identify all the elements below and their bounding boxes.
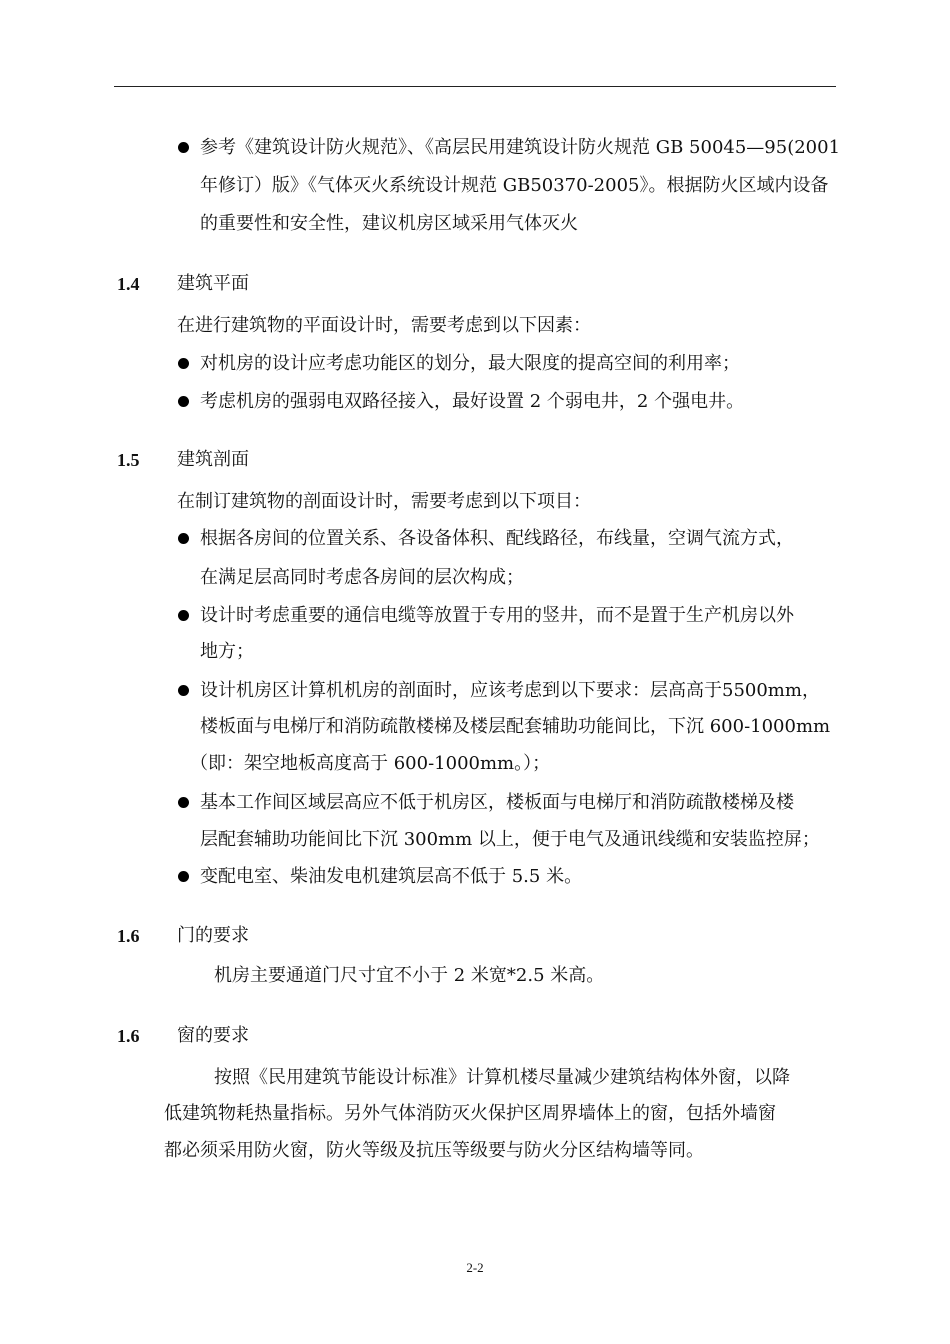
page-number: 2-2 <box>466 1260 484 1275</box>
body-text-line: 低建筑物耗热量指标。另外气体消防灭火保护区周界墙体上的窗，包括外墙窗 <box>164 1103 776 1124</box>
section-number: 1.6 <box>117 926 140 946</box>
body-text-line: 年修订）版》《气体灭火系统设计规范 GB50370-2005》。根据防火区域内设备 <box>200 175 829 196</box>
body-text-line: 设计机房区计算机机房的剖面时，应该考虑到以下要求：层高高于5500mm， <box>200 680 820 701</box>
body-text-line: 在满足层高同时考虑各房间的层次构成； <box>200 567 524 588</box>
body-text-line: 按照《民用建筑节能设计标准》计算机楼尽量减少建筑结构体外窗，以降 <box>214 1067 790 1088</box>
body-text-line: （即：架空地板高度高于 600-1000mm。）； <box>190 753 551 774</box>
section-number: 1.4 <box>117 274 140 294</box>
body-text-line: 根据各房间的位置关系、各设备体积、配线路径，布线量，空调气流方式， <box>200 528 794 549</box>
body-text-line: 楼板面与电梯厅和消防疏散楼梯及楼层配套辅助功能间比，下沉 600-1000mm <box>200 716 831 737</box>
body-text-line: 对机房的设计应考虑功能区的划分，最大限度的提高空间的利用率； <box>200 353 740 374</box>
section-title: 建筑剖面 <box>177 449 249 470</box>
body-text-line: 层配套辅助功能间比下沉 300mm 以上，便于电气及通讯线缆和安装监控屏； <box>200 829 820 850</box>
body-text-line: 都必须采用防火窗，防火等级及抗压等级要与防火分区结构墙等同。 <box>164 1140 704 1161</box>
section-title: 窗的要求 <box>177 1025 249 1046</box>
bullet-icon <box>178 797 189 808</box>
section-title: 建筑平面 <box>177 273 249 294</box>
bullet-icon <box>178 358 189 369</box>
bullet-icon <box>178 396 189 407</box>
bullet-icon <box>178 533 189 544</box>
bullet-icon <box>178 142 189 153</box>
body-text-line: 基本工作间区域层高应不低于机房区，楼板面与电梯厅和消防疏散楼梯及楼 <box>200 792 794 813</box>
body-text-line: 在进行建筑物的平面设计时，需要考虑到以下因素： <box>177 315 591 336</box>
body-text-line: 设计时考虑重要的通信电缆等放置于专用的竖井，而不是置于生产机房以外 <box>200 605 794 626</box>
header-rule <box>114 86 836 87</box>
bullet-icon <box>178 685 189 696</box>
section-number: 1.5 <box>117 450 140 470</box>
body-text-line: 的重要性和安全性，建议机房区域采用气体灭火 <box>200 213 578 234</box>
section-title: 门的要求 <box>177 925 249 946</box>
bullet-icon <box>178 610 189 621</box>
body-text-line: 地方； <box>200 641 254 662</box>
body-text-line: 在制订建筑物的剖面设计时，需要考虑到以下项目： <box>177 491 591 512</box>
body-text-line: 机房主要通道门尺寸宜不小于 2 米宽*2.5 米高。 <box>214 965 605 986</box>
body-text-line: 变配电室、柴油发电机建筑层高不低于 5.5 米。 <box>200 866 583 887</box>
body-text-line: 考虑机房的强弱电双路径接入，最好设置 2 个弱电井，2 个强电井。 <box>200 391 745 412</box>
bullet-icon <box>178 871 189 882</box>
section-number: 1.6 <box>117 1026 140 1046</box>
body-text-line: 参考《建筑设计防火规范》、《高层民用建筑设计防火规范 GB 50045—95(2001 <box>200 137 841 158</box>
